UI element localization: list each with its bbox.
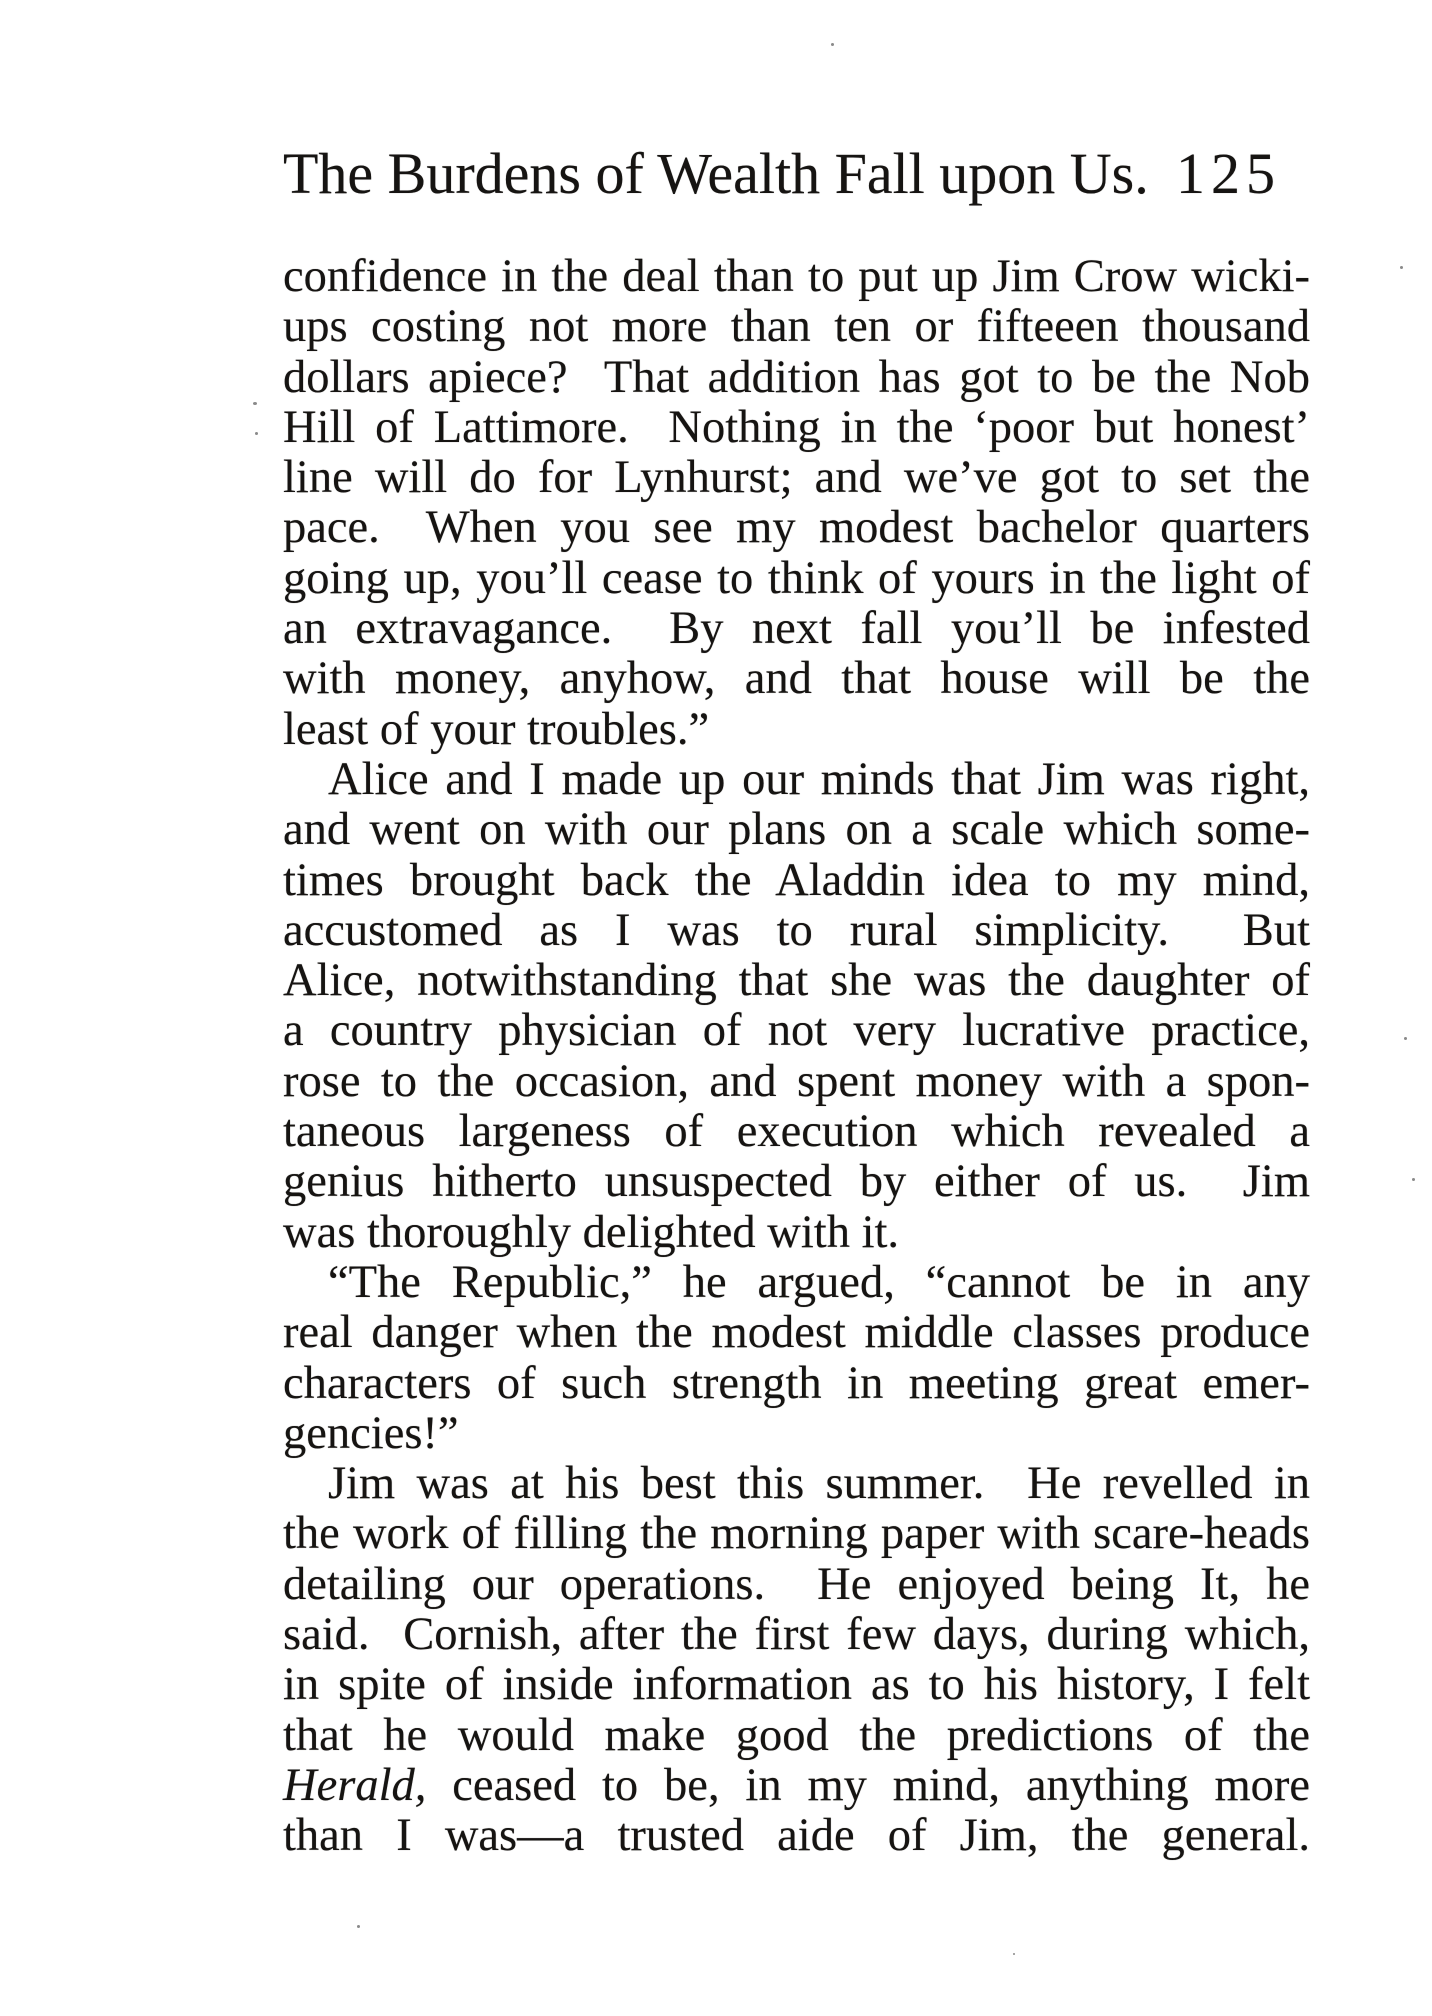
text-line: least of your troubles.” bbox=[283, 703, 710, 755]
text-line: genius hitherto unsuspected by either of us. Jim bbox=[283, 1156, 1310, 1208]
text-line: characters of such strength in meeting great emer- bbox=[283, 1357, 1310, 1409]
text-line: the work of filling the morning paper with scare-heads bbox=[283, 1508, 1310, 1560]
text-line: said. Cornish, after the first few days, during which, bbox=[283, 1609, 1310, 1661]
scan-speck bbox=[357, 1925, 360, 1928]
text-line: “The Republic,” he argued, “cannot be in any bbox=[328, 1256, 1310, 1308]
text-line: taneous largeness of execution which revealed a bbox=[283, 1106, 1310, 1158]
scan-speck bbox=[255, 432, 258, 435]
text-line: an extravagance. By next fall you’ll be infested bbox=[283, 603, 1310, 655]
running-header bbox=[283, 142, 1281, 206]
paragraph bbox=[283, 1258, 1310, 1459]
running-header-title: The Burdens of Wealth Fall upon Us. bbox=[283, 141, 1149, 206]
text-line: Alice and I made up our minds that Jim was right, bbox=[328, 753, 1310, 805]
text-line: ups costing not more than ten or fifteeen thousand bbox=[283, 301, 1310, 353]
scan-speck bbox=[1404, 1037, 1407, 1040]
text-line: than I was—a trusted aide of Jim, the general. bbox=[283, 1810, 1310, 1862]
text-line: was thoroughly delighted with it. bbox=[283, 1206, 900, 1258]
italic-book-title: Herald, bbox=[283, 1759, 427, 1811]
paragraph bbox=[283, 252, 1310, 755]
text-line: accustomed as I was to rural simplicity. But bbox=[283, 904, 1310, 956]
scan-speck bbox=[1013, 1953, 1015, 1955]
text-line: gencies!” bbox=[283, 1407, 459, 1459]
scan-speck bbox=[1412, 1178, 1415, 1181]
text-line: and went on with our plans on a scale which some- bbox=[283, 804, 1310, 856]
text-line-with-italic bbox=[283, 1761, 1310, 1811]
paragraph bbox=[283, 755, 1310, 1258]
scan-speck bbox=[253, 402, 257, 405]
page-body-text bbox=[283, 252, 1310, 1862]
scan-speck bbox=[831, 43, 834, 46]
text-line: going up, you’ll cease to think of yours in the light of bbox=[283, 552, 1310, 604]
text-line: detailing our operations. He enjoyed being It, he bbox=[283, 1558, 1310, 1610]
text-line-rest: ceased to be, in my mind, anything more bbox=[426, 1759, 1310, 1811]
text-line: confidence in the deal than to put up Jim Crow wicki- bbox=[283, 251, 1310, 302]
text-line: Jim was at his best this summer. He revelled in bbox=[328, 1458, 1310, 1510]
paragraph bbox=[283, 1459, 1310, 1861]
text-line: real danger when the modest middle classes produce bbox=[283, 1307, 1310, 1359]
text-line: that he would make good the predictions of the bbox=[283, 1709, 1310, 1761]
text-line: line will do for Lynhurst; and we’ve got to set the bbox=[283, 452, 1310, 504]
text-line: dollars apiece? That addition has got to be the Nob bbox=[283, 351, 1310, 403]
text-line: pace. When you see my modest bachelor quarters bbox=[283, 502, 1310, 554]
text-line: with money, anyhow, and that house will be the bbox=[283, 653, 1310, 705]
page-number: 125 bbox=[1176, 141, 1281, 206]
text-line: times brought back the Aladdin idea to my mind, bbox=[283, 854, 1310, 906]
text-line: a country physician of not very lucrative practice, bbox=[283, 1005, 1310, 1057]
text-line: Hill of Lattimore. Nothing in the ‘poor but honest’ bbox=[283, 401, 1310, 453]
scan-speck bbox=[1400, 266, 1403, 269]
text-line: rose to the occasion, and spent money with a spon- bbox=[283, 1055, 1310, 1107]
text-line: in spite of inside information as to his history, I felt bbox=[283, 1659, 1310, 1711]
text-line: Alice, notwithstanding that she was the daughter of bbox=[283, 955, 1310, 1007]
